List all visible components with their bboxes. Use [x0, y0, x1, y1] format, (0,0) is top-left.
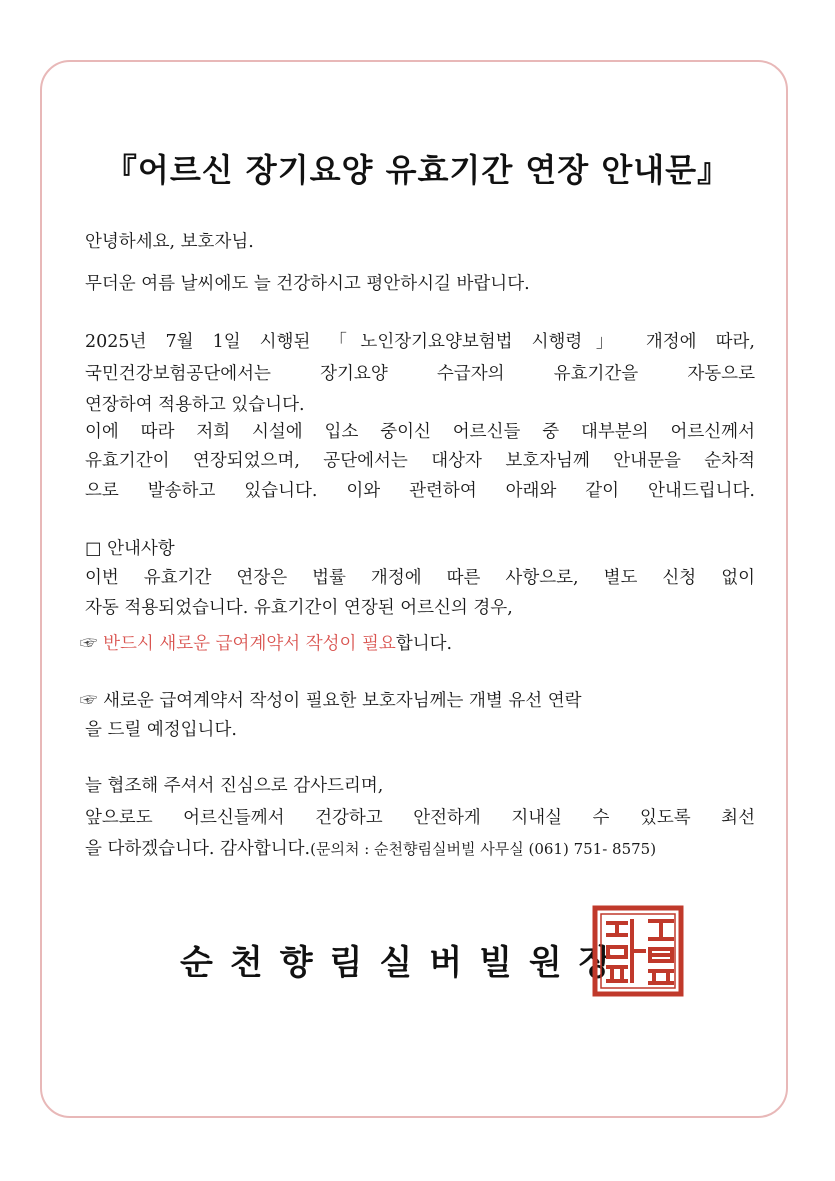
para1-line-6: 으로 발송하고 있습니다. 이와 관련하여 아래와 같이 안내드립니다.	[85, 481, 755, 501]
pointing-hand-icon: ☞	[80, 691, 98, 711]
section-line-2: 자동 적용되었습니다. 유효기간이 연장된 어르신의 경우,	[85, 598, 513, 618]
pointer-suffix: 합니다.	[395, 634, 453, 654]
greeting-line-1: 안녕하세요, 보호자님.	[85, 232, 254, 252]
para1-line-4: 이에 따라 저희 시설에 입소 중이신 어르신들 중 대부분의 어르신께서	[85, 422, 755, 442]
issuer-signature: 순천향림실버빌원장	[180, 943, 629, 983]
para1-line-1: 2025년 7월 1일 시행된 「노인장기요양보험법 시행령」 개정에 따라,	[85, 332, 755, 352]
section-heading: □ 안내사항	[85, 539, 175, 559]
official-seal-icon	[592, 905, 684, 997]
pointer2-line-2: 을 드릴 예정입니다.	[85, 720, 237, 740]
pointer-line-1	[80, 632, 750, 656]
closing-line-1: 늘 협조해 주셔서 진심으로 감사드리며,	[85, 776, 384, 796]
pointer2-text: 새로운 급여계약서 작성이 필요한 보호자님께는 개별 유선 연락	[103, 691, 582, 711]
section-line-1: 이번 유효기간 연장은 법률 개정에 따른 사항으로, 별도 신청 없이	[85, 568, 755, 588]
pointing-hand-icon: ☞	[80, 634, 98, 654]
contact-info: (문의처 : 순천향림실버빌 사무실 (061) 751- 8575)	[310, 840, 657, 858]
greeting-line-2: 무더운 여름 날씨에도 늘 건강하시고 평안하시길 바랍니다.	[85, 274, 530, 294]
closing-line-3	[85, 837, 755, 861]
para1-line-3: 연장하여 적용하고 있습니다.	[85, 395, 305, 415]
document-title: 『어르신 장기요양 유효기간 연장 안내문』	[104, 151, 731, 189]
para1-line-2: 국민건강보험공단에서는 장기요양 수급자의 유효기간을 자동으로	[85, 364, 755, 384]
closing-final: 을 다하겠습니다. 감사합니다.	[85, 839, 311, 859]
pointer-line-2	[80, 689, 755, 713]
pointer-emphasis: 반드시 새로운 급여계약서 작성이 필요	[103, 634, 396, 654]
closing-line-2: 앞으로도 어르신들께서 건강하고 안전하게 지내실 수 있도록 최선	[85, 808, 755, 828]
para1-line-5: 유효기간이 연장되었으며, 공단에서는 대상자 보호자님께 안내문을 순차적	[85, 451, 755, 471]
